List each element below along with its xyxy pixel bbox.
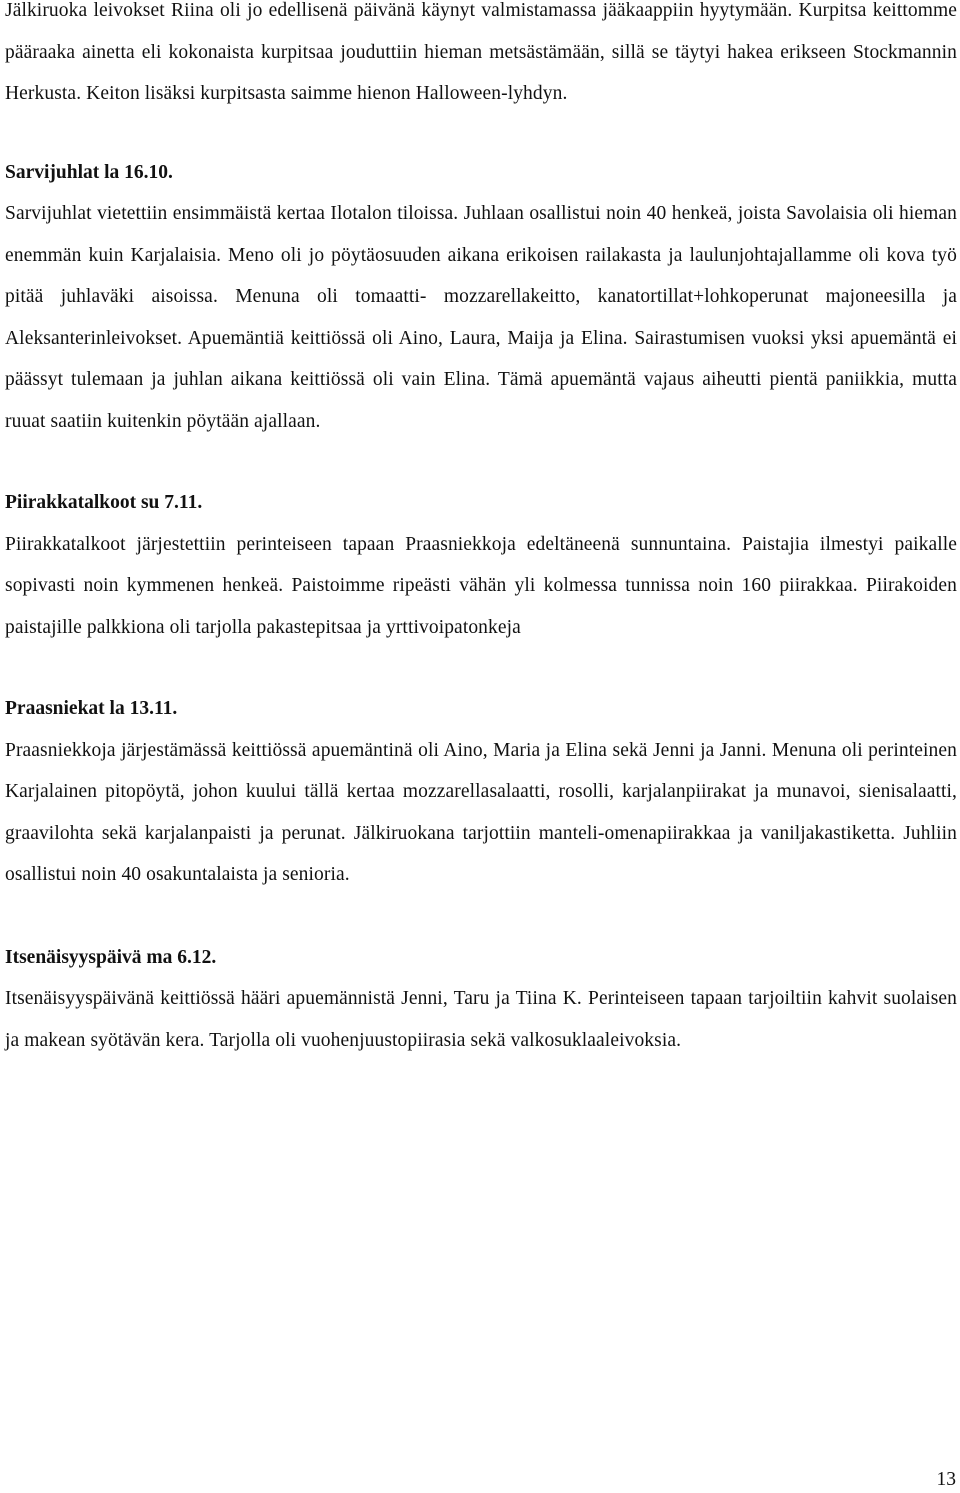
section-heading-piirakkatalkoot: Piirakkatalkoot su 7.11.	[5, 492, 203, 513]
section-body-itsenaisyyspaiva: Itsenäisyyspäivänä keittiössä hääri apuemännistä Jenni, Taru ja Tiina K. Perinteiseen tapaan tarjoiltiin kahvit suolaisen ja makean syötävän kera. Tarjolla oli vuohenjuustopiirasia sekä valkosuklaaleivoksia.	[5, 988, 957, 1051]
section-body-praasniekat: Praasniekkoja järjestämässä keittiössä apuemäntinä oli Aino, Maria ja Elina sekä Jenni ja Janni. Menuna oli perinteinen Karjalainen pitopöytä, johon kuului tällä kertaa mozzarellasalaatti, rosolli, karjalanpiirakat ja munavoi, sienisalaatti, graavilohta sekä karjalanpaisti ja perunat. Jälkiruokana tarjottiin manteli-omenapiirakkaa ja vaniljakastiketta. Juhliin osallistui noin 40 osakuntalaista ja senioria.	[5, 739, 957, 885]
document-page	[5, 0, 957, 1061]
section-heading-itsenaisyyspaiva: Itsenäisyyspäivä ma 6.12.	[5, 946, 217, 968]
section-heading-sarvijuhlat: Sarvijuhlat la 16.10.	[5, 161, 173, 183]
page-number: 13	[936, 1469, 956, 1490]
intro-paragraph: Jälkiruoka leivokset Riina oli jo edellisenä päivänä käynyt valmistamassa jääkaappiin hyytymään. Kurpitsa keittomme pääraaka ainetta eli kokonaista kurpitsaa jouduttiin hieman metsästämään, sillä se täytyi hakea erikseen Stockmannin Herkusta. Keiton lisäksi kurpitsasta saimme hienon Halloween-lyhdyn.	[5, 0, 957, 104]
section-heading-praasniekat: Praasniekat la 13.11.	[5, 698, 178, 719]
section-body-sarvijuhlat: Sarvijuhlat vietettiin ensimmäistä kertaa Ilotalon tiloissa. Juhlaan osallistui noin 40 henkeä, joista Savolaisia oli hieman enemmän kuin Karjalaisia. Meno oli jo pöytäosuuden aikana erikoisen railakasta ja laulunjohtajallamme oli kova työ pitää juhlaväki aisoissa. Menuna oli tomaatti- mozzarellakeitto, kanatortillat+lohkoperunat majoneesilla ja Aleksanterinleivokset. Apuemäntiä keittiössä oli Aino, Laura, Maija ja Elina. Sairastumisen vuoksi yksi apuemäntä ei päässyt tulemaan ja juhlan aikana keittiössä oli vain Elina. Tämä apuemäntä vajaus aiheutti pientä paniikkia, mutta ruuat saatiin kuitenkin pöytään ajallaan.	[5, 203, 957, 432]
section-body-piirakkatalkoot: Piirakkatalkoot järjestettiin perinteiseen tapaan Praasniekkoja edeltäneenä sunnuntaina. Paistajia ilmestyi paikalle sopivasti noin kymmenen henkeä. Paistoimme ripeästi vähän yli kolmessa tunnissa noin 160 piirakkaa. Piirakoiden paistajille palkkiona oli tarjolla pakastepitsaa ja yrttivoipatonkeja	[5, 533, 957, 638]
